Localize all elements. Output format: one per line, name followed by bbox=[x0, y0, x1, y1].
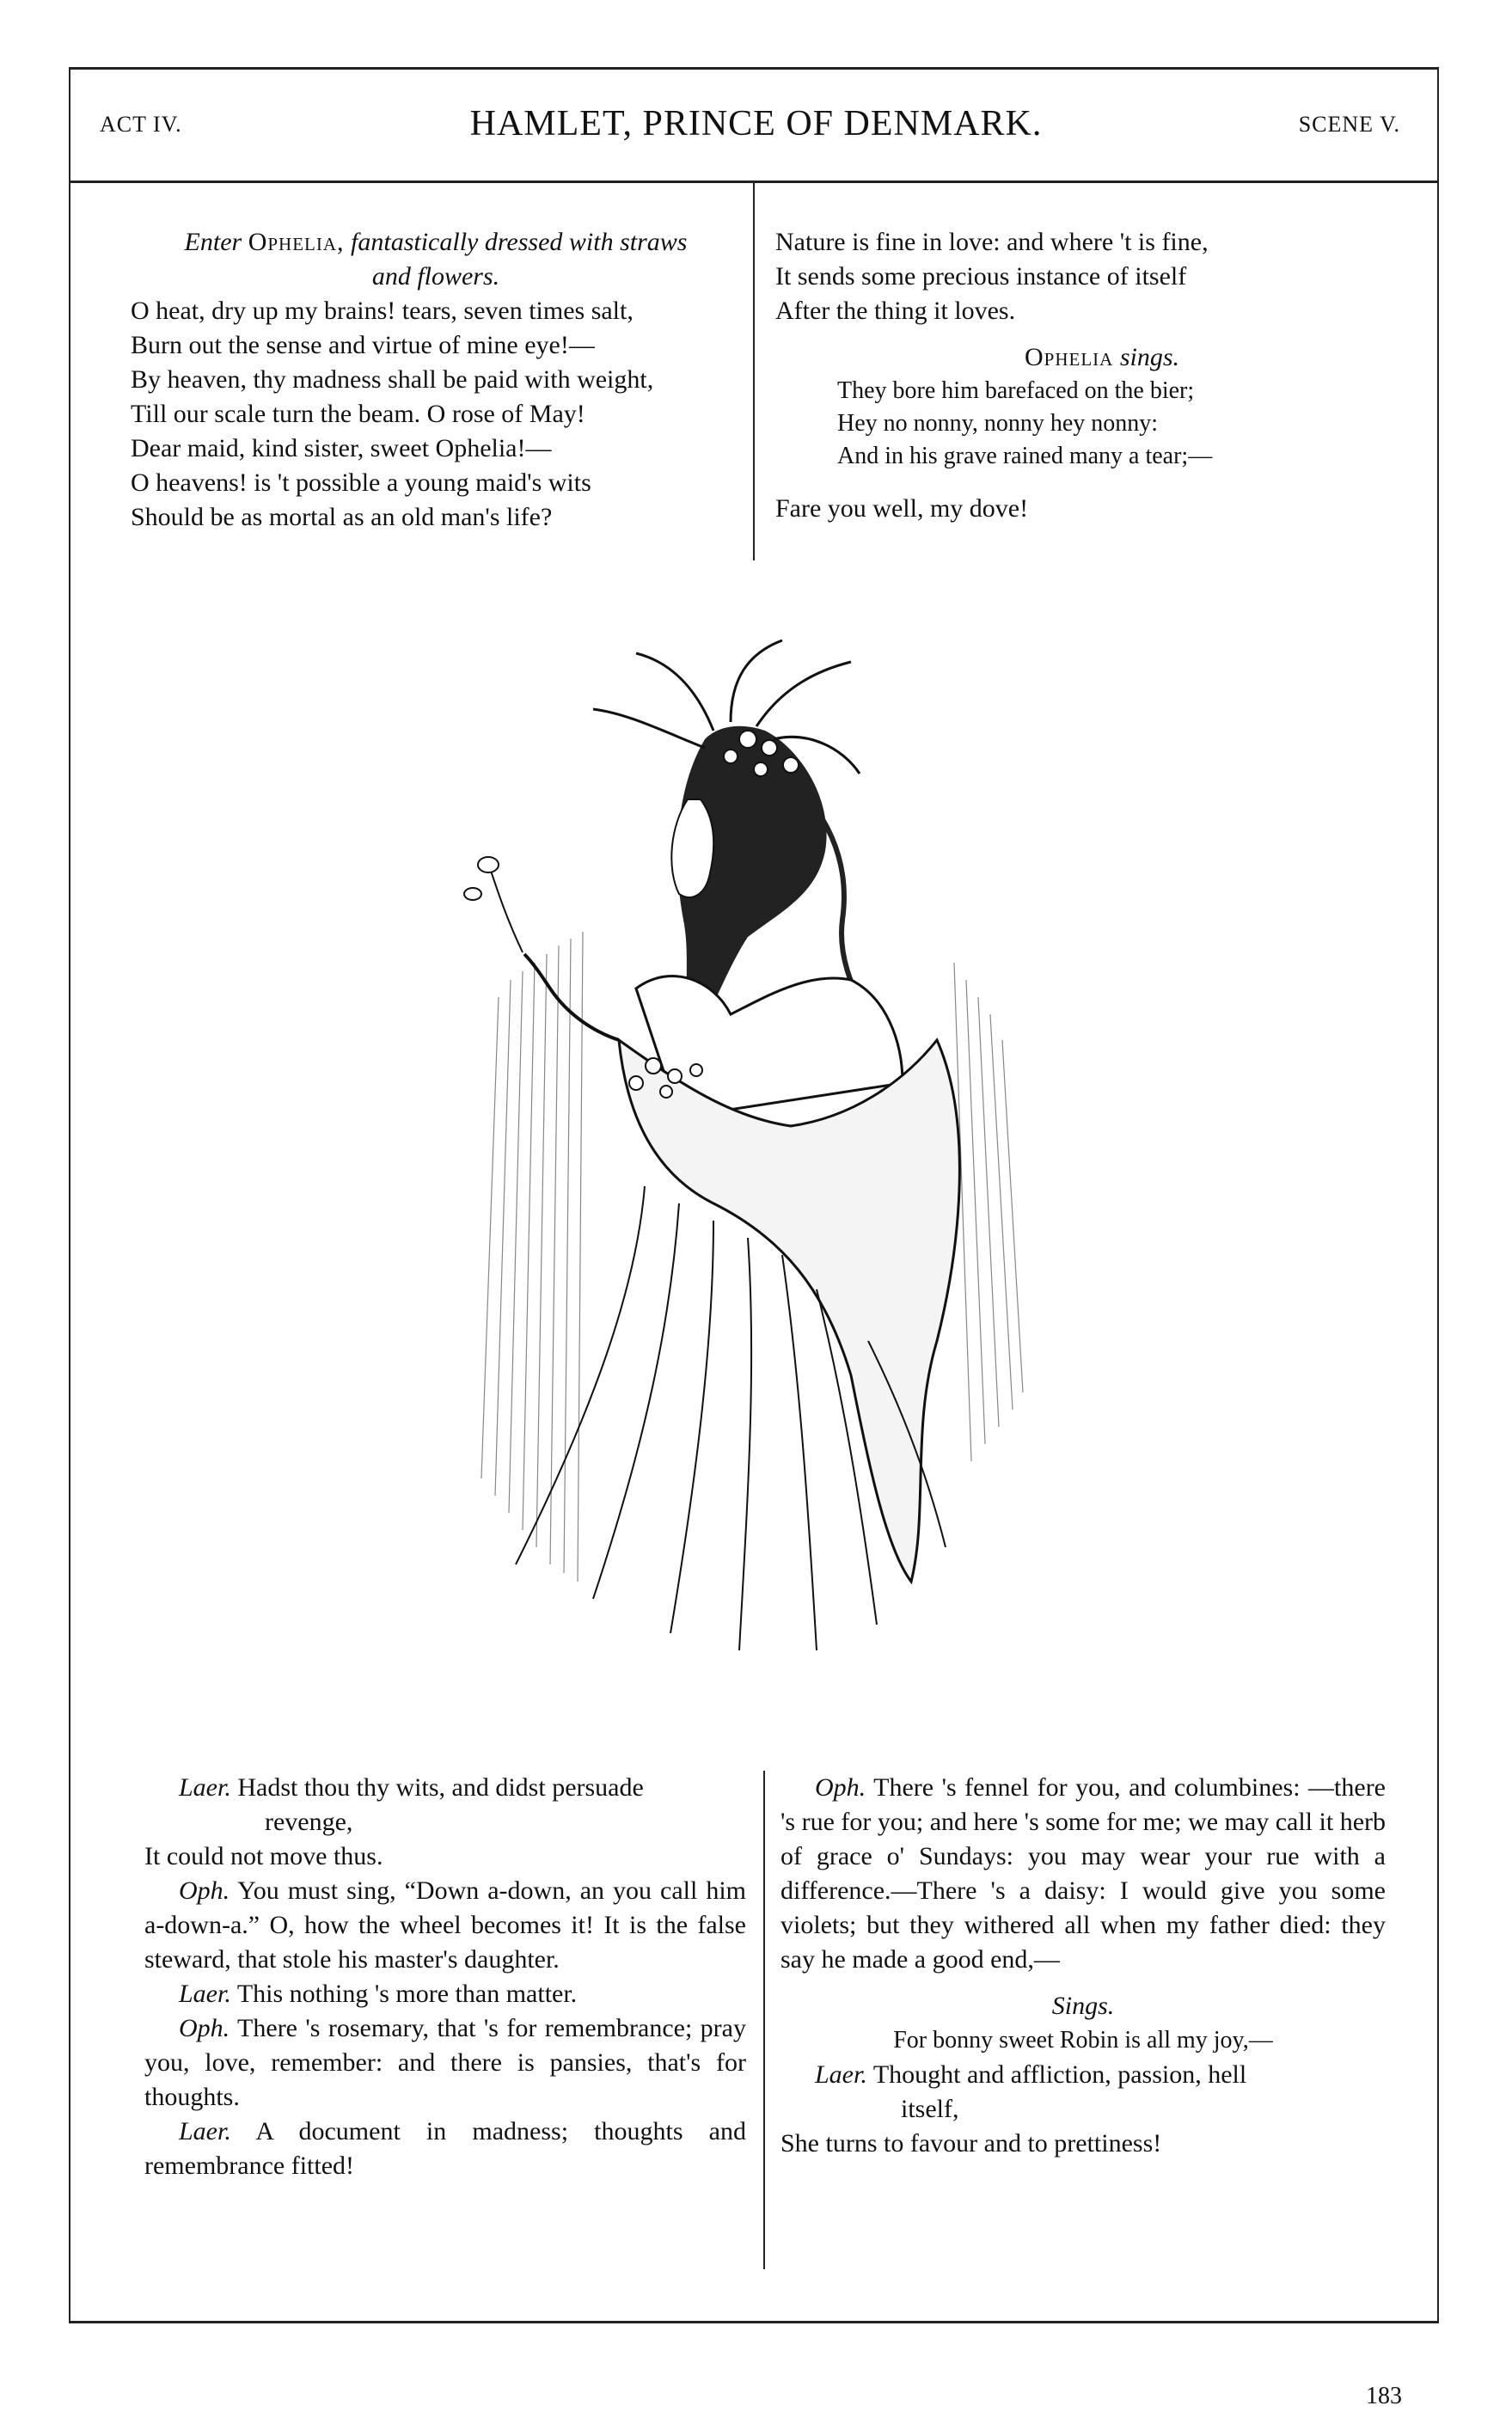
verse-line: Burn out the sense and virtue of mine eye!— bbox=[131, 331, 595, 359]
verse-line: After the thing it loves. bbox=[775, 297, 1016, 325]
bottom-right-column bbox=[780, 1771, 1386, 2161]
column-divider-bottom bbox=[763, 1771, 765, 2269]
verse-line: Fare you well, my dove! bbox=[775, 494, 1029, 523]
footer-rule bbox=[69, 2321, 1439, 2323]
stage-direction: Enter Ophelia, fantastically dressed with straws bbox=[184, 228, 688, 256]
stage-direction-cont: and flowers. bbox=[371, 262, 500, 291]
speech: Laer. A document in madness; thoughts and remembrance fitted! bbox=[144, 2117, 746, 2180]
column-divider-top bbox=[753, 182, 755, 560]
verse-line: Till our scale turn the beam. O rose of May! bbox=[131, 400, 585, 428]
speech-cont: revenge, bbox=[265, 1808, 353, 1836]
speech-cont: She turns to favour and to prettiness! bbox=[780, 2129, 1162, 2158]
verse-line: Nature is fine in love: and where 't is fine, bbox=[775, 228, 1209, 256]
verse-line: It sends some precious instance of itself bbox=[775, 262, 1187, 291]
speech: Laer. Thought and affliction, passion, hell bbox=[815, 2060, 1247, 2089]
top-right-column bbox=[775, 225, 1394, 526]
song-line: For bonny sweet Robin is all my joy,— bbox=[893, 2027, 1273, 2054]
verse-line: Should be as mortal as an old man's life? bbox=[131, 503, 553, 531]
verse-line: O heat, dry up my brains! tears, seven times salt, bbox=[131, 297, 634, 325]
header-scene: SCENE V. bbox=[1298, 112, 1400, 137]
verse-line: By heaven, thy madness shall be paid with weight, bbox=[131, 365, 654, 394]
speech: Oph. You must sing, “Down a-down, an you call him a-down-a.” O, how the wheel becomes it! It is the false steward, that stole his master's daughter. bbox=[144, 1876, 746, 1974]
sings-direction: Ophelia sings. bbox=[1024, 343, 1179, 371]
song-line: And in his grave rained many a tear;— bbox=[837, 443, 1213, 469]
speech-cont: itself, bbox=[901, 2095, 959, 2123]
speech: Oph. There 's fennel for you, and columbines: —there 's rue for you; and here 's some for me; we may call it herb of grace o' Sundays: you may wear your rue with a difference.—There 's a daisy: I would give you some violets; but they withered all when my father died: they say he made a good end,— bbox=[780, 1773, 1386, 1974]
song-line: They bore him barefaced on the bier; bbox=[837, 377, 1195, 404]
verse-line: Dear maid, kind sister, sweet Ophelia!— bbox=[131, 434, 552, 462]
running-title: HAMLET, PRINCE OF DENMARK. bbox=[469, 104, 1043, 144]
page-number: 183 bbox=[1366, 2383, 1402, 2409]
header-act: ACT IV. bbox=[100, 112, 182, 137]
sings-direction: Sings. bbox=[1051, 1992, 1115, 2020]
speech-cont: It could not move thus. bbox=[144, 1842, 383, 1870]
verse-line: O heavens! is 't possible a young maid's wits bbox=[131, 468, 591, 497]
bottom-left-column bbox=[144, 1771, 746, 2183]
speech: Laer. Hadst thou thy wits, and didst persuade bbox=[179, 1773, 644, 1802]
speech: Oph. There 's rosemary, that 's for remembrance; pray you, love, remember: and there is pansies, that's for thoughts. bbox=[144, 2014, 746, 2111]
top-left-column bbox=[131, 225, 741, 535]
ophelia-illustration bbox=[421, 636, 1092, 1719]
song-line: Hey no nonny, nonny hey nonny: bbox=[837, 410, 1159, 437]
speech: Laer. This nothing 's more than matter. bbox=[179, 1980, 578, 2008]
